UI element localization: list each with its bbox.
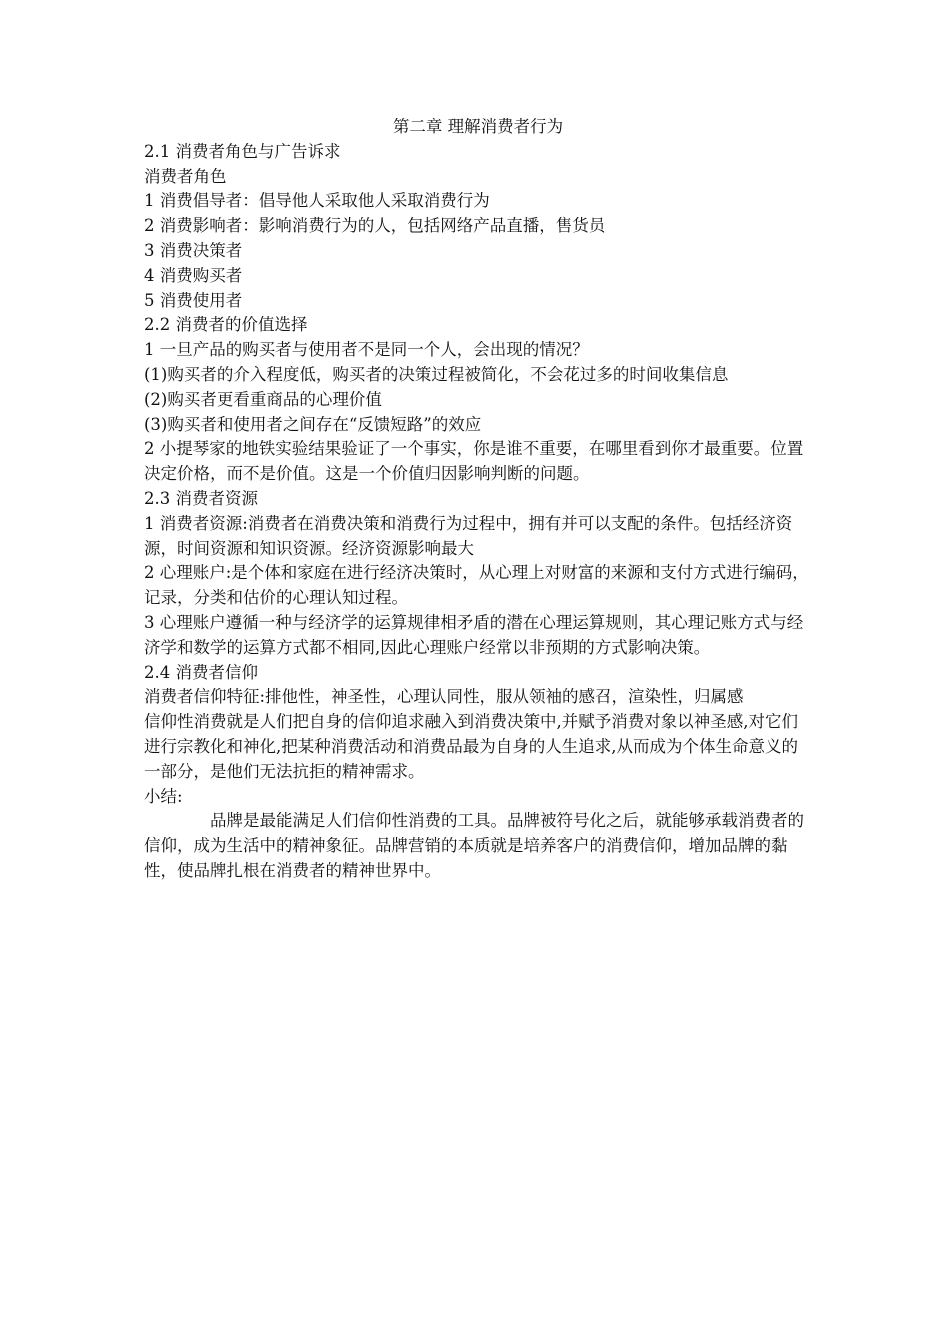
section-heading: 2.4 消费者信仰: [144, 662, 258, 682]
list-item: 2 消费影响者：影响消费行为的人，包括网络产品直播，售货员: [144, 216, 606, 236]
list-item: 4 消费购买者: [144, 265, 243, 285]
page-title: 第二章 理解消费者行为: [392, 117, 564, 136]
section-heading: 2.2 消费者的价值选择: [144, 315, 308, 335]
paragraph: 2 小提琴家的地铁实验结果验证了一个事实，你是谁不重要，在哪里看到你才最重要。位置决定价格，而不是价值。这是一个价值归因影响判断的问题。: [144, 439, 804, 484]
list-item: 1 消费倡导者：倡导他人采取他人采取消费行为: [144, 191, 490, 211]
paragraph: 信仰性消费就是人们把自身的信仰追求融入到消费决策中,并赋予消费对象以神圣感,对它们进行宗教化和神化,把某种消费活动和消费品最为自身的人生追求,从而成为个体生命意义的一部分，是他们无法抗拒的精神需求。: [144, 712, 798, 781]
section-heading: 2.1 消费者角色与广告诉求: [144, 141, 341, 161]
paragraph: 1 消费者资源:消费者在消费决策和消费行为过程中，拥有并可以支配的条件。包括经济资源，时间资源和知识资源。经济资源影响最大: [144, 513, 793, 558]
document-body: [144, 115, 812, 884]
summary-heading: 小结:: [144, 786, 183, 806]
paragraph: 3 心理账户遵循一种与经济学的运算规律相矛盾的潜在心理运算规则，其心理记账方式与经济学和数学的运算方式都不相同,因此心理账户经常以非预期的方式影响决策。: [144, 612, 804, 657]
list-item: (1)购买者的介入程度低，购买者的决策过程被简化，不会花过多的时间收集信息: [144, 364, 729, 384]
list-item: (3)购买者和使用者之间存在“反馈短路”的效应: [144, 414, 482, 434]
section-heading: 2.3 消费者资源: [144, 488, 258, 508]
list-item: (2)购买者更看重商品的心理价值: [144, 389, 382, 409]
paragraph: 1 一旦产品的购买者与使用者不是同一个人，会出现的情况？: [144, 340, 589, 360]
paragraph: 消费者信仰特征:排他性，神圣性，心理认同性，服从领袖的感召，渲染性，归属感: [144, 687, 744, 707]
list-item: 5 消费使用者: [144, 290, 243, 310]
paragraph: 2 心理账户:是个体和家庭在进行经济决策时，从心理上对财富的来源和支付方式进行编码，记录，分类和估价的心理认知过程。: [144, 563, 809, 608]
list-item: 3 消费决策者: [144, 240, 243, 260]
summary-paragraph: 品牌是最能满足人们信仰性消费的工具。品牌被符号化之后，就能够承载消费者的信仰，成为生活中的精神象征。品牌营销的本质就是培养客户的消费信仰，增加品牌的黏性，使品牌扎根在消费者的精神世界中。: [144, 811, 804, 880]
paragraph: 消费者角色: [144, 166, 227, 186]
